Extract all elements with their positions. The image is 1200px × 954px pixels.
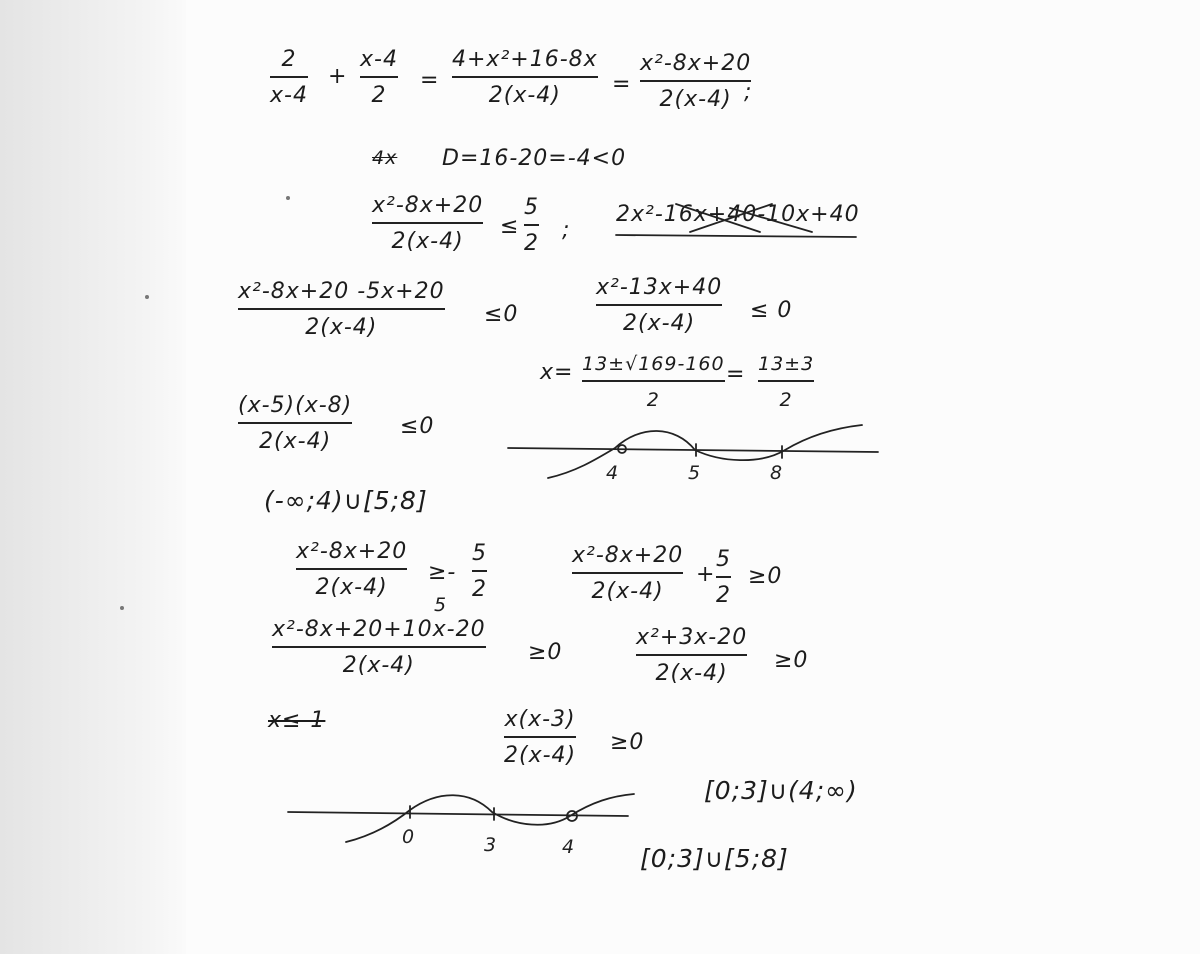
less-equal-sign: ≤ <box>500 214 520 239</box>
overwritten-digit: 5 <box>434 594 448 616</box>
denominator: 2 <box>371 83 387 108</box>
numerator: 5 <box>472 541 487 566</box>
answer-2: [0;3]∪(4;∞) <box>704 776 858 805</box>
denominator: 2(x-4) <box>315 575 388 600</box>
numerator: x²-8x+20 -5x+20 <box>238 279 445 304</box>
semicolon: ; <box>562 218 571 243</box>
tick-label: 4 <box>562 836 575 858</box>
plus-sign: + <box>328 64 348 89</box>
numerator: x²-8x+20+10x-20 <box>272 617 486 642</box>
numerator: 13±√169-160 <box>582 353 725 375</box>
denominator: 2(x-4) <box>391 229 464 254</box>
numerator: x²-8x+20 <box>372 193 484 218</box>
plus-sign: + <box>696 562 716 587</box>
crossed-out-note: x≤-1 <box>268 708 326 733</box>
final-answer: [0;3]∪[5;8] <box>640 844 789 873</box>
tick-label: 0 <box>402 826 415 848</box>
denominator: 2(x-4) <box>655 661 728 686</box>
numerator: x²-13x+40 <box>596 275 723 300</box>
inequality-sign: ≥- <box>428 560 457 585</box>
denominator: x-4 <box>270 83 308 108</box>
roots-lhs: x= <box>540 360 574 385</box>
inequality-rhs: ≤0 <box>400 414 435 439</box>
inequality-rhs: ≥0 <box>528 640 563 665</box>
numerator: 13±3 <box>758 353 815 375</box>
scan-speck <box>145 295 149 299</box>
semicolon: ; <box>744 80 753 105</box>
tick-label: 8 <box>770 462 783 484</box>
equals-sign: = <box>420 68 440 93</box>
discriminant: D=16-20=-4<0 <box>442 146 627 171</box>
denominator: 2(x-4) <box>504 743 577 768</box>
inequality-rhs: ≥0 <box>748 564 783 589</box>
inequality-rhs: ≥0 <box>774 648 809 673</box>
denominator: 2 <box>472 577 487 602</box>
denominator: 2(x-4) <box>488 83 561 108</box>
tick-label: 5 <box>688 462 701 484</box>
inequality-rhs: ≥0 <box>610 730 645 755</box>
numerator: (x-5)(x-8) <box>238 393 353 418</box>
numerator: x²-8x+20 <box>296 539 408 564</box>
denominator: 2(x-4) <box>623 311 696 336</box>
denominator: 2(x-4) <box>259 429 332 454</box>
numerator: x²-8x+20 <box>572 543 684 568</box>
equals-sign: = <box>612 72 632 97</box>
numerator: 5 <box>524 195 539 220</box>
equals-sign: = <box>726 362 746 387</box>
denominator: 2(x-4) <box>591 579 664 604</box>
denominator: 2 <box>779 389 793 411</box>
inequality-rhs: ≤ 0 <box>750 298 793 323</box>
denominator: 2(x-4) <box>659 87 732 112</box>
numerator: 5 <box>716 547 731 572</box>
numerator: x²-8x+20 <box>640 51 752 76</box>
scan-speck <box>286 196 290 200</box>
scan-speck <box>120 606 124 610</box>
numerator: 2 <box>281 47 297 72</box>
numerator: x²+3x-20 <box>636 625 748 650</box>
denominator: 2(x-4) <box>342 653 415 678</box>
denominator: 2 <box>524 231 539 256</box>
denominator: 2(x-4) <box>305 315 378 340</box>
answer-1: (-∞;4)∪[5;8] <box>264 486 428 515</box>
numerator: x(x-3) <box>504 707 576 732</box>
inequality-rhs: ≤0 <box>484 302 519 327</box>
side-work: 2x²-16x+40-10x+40 <box>616 202 860 227</box>
numerator: x-4 <box>360 47 398 72</box>
tick-label: 3 <box>484 834 497 856</box>
crossed-out-text: 4x <box>372 147 398 169</box>
denominator: 2 <box>646 389 660 411</box>
tick-label: 4 <box>606 462 619 484</box>
denominator: 2 <box>716 583 731 608</box>
numerator: 4+x²+16-8x <box>452 47 598 72</box>
